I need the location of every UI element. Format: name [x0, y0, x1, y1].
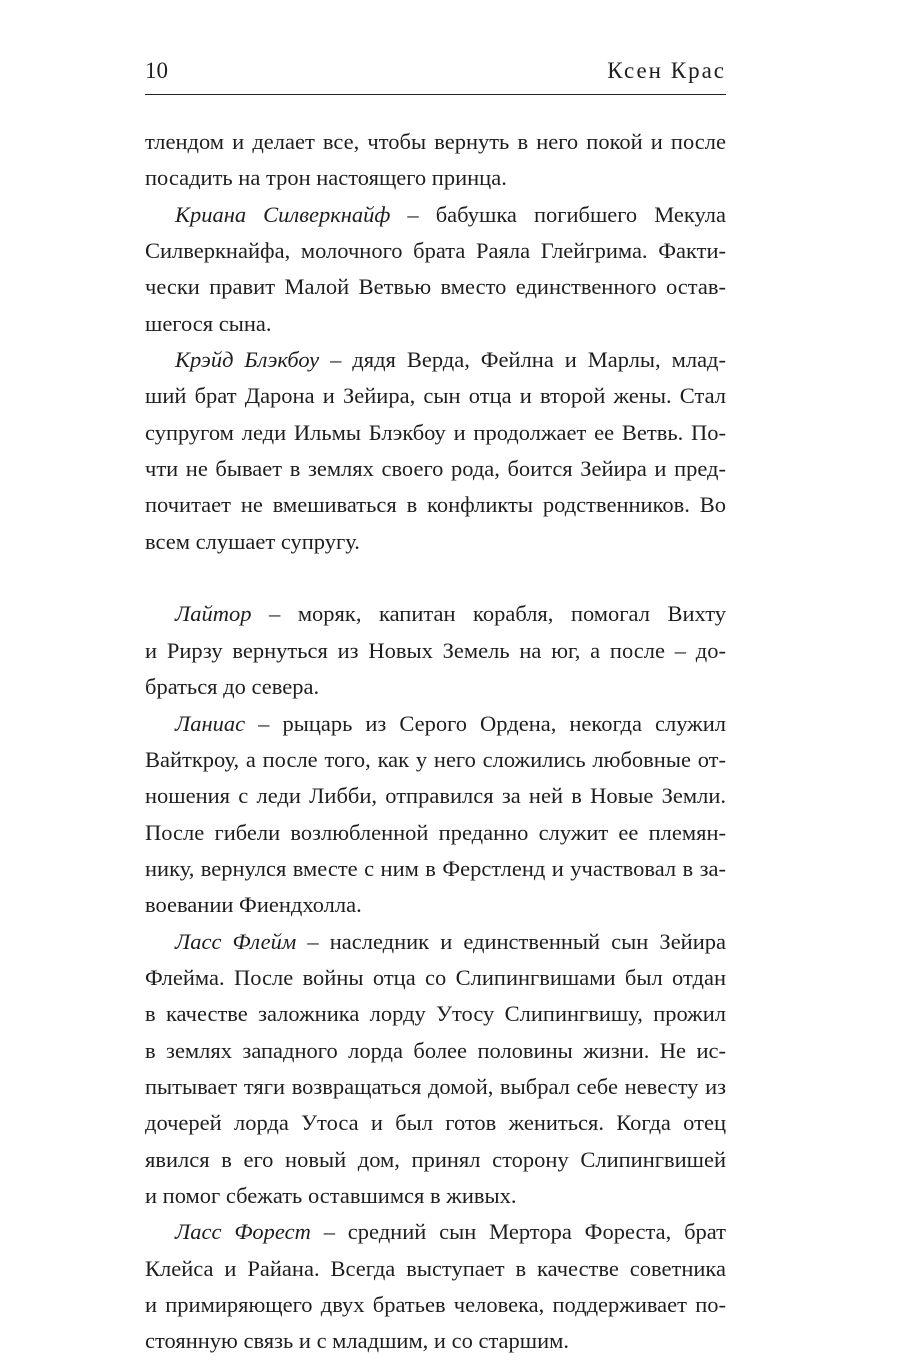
entry-text: – рыцарь из Серого Ордена, некогда служил [245, 710, 726, 736]
glossary-entry [145, 1214, 726, 1359]
text-line: ношения с леди Либби, отправился за ней в Новые Земли. [145, 783, 726, 809]
text-line [145, 124, 726, 160]
text-line [145, 924, 726, 960]
text-line: Силверкнайфа, молочного брата Раяла Глейгрима. Факти- [145, 238, 726, 264]
text-line: и помог сбежать оставшимся в живых. [145, 1182, 517, 1208]
text-line: ший брат Дарона и Зейира, сын отца и второй жены. Стал [145, 383, 726, 409]
text-line [145, 342, 726, 378]
text-line: чти не бывает в землях своего рода, боится Зейира и пред- [145, 456, 726, 482]
entry-term: Лайтор [175, 601, 252, 627]
text-line: стоянную связь и с младшим, и со старшим. [145, 1328, 570, 1354]
text-line: шегося сына. [145, 310, 272, 336]
text-line [145, 197, 726, 233]
text-line: Флейма. После войны отца со Слипингвишами был отдан [145, 964, 726, 990]
text-line: Клейса и Райана. Всегда выступает в качестве советника [145, 1255, 726, 1281]
entry-text: тлендом и делает все, чтобы вернуть в него покой и после [145, 129, 726, 154]
text-line: пытывает тяги возвращаться домой, выбрал себе невесту из [145, 1073, 726, 1099]
text-line: чески правит Малой Ветвью вместо единственного остав- [145, 274, 726, 300]
entry-term: Ласс Форест [175, 1219, 311, 1245]
entry-text: – бабушка погибшего Мекула [390, 201, 727, 227]
entry-text: – средний сын Мертора Фореста, брат [310, 1219, 727, 1245]
glossary-entry [145, 197, 726, 342]
entry-term: Крэйд Блэкбоу [175, 347, 320, 373]
text-line: супругом леди Ильмы Блэкбоу и продолжает ее Ветвь. По- [145, 419, 726, 445]
text-line: в качестве заложника лорду Утосу Слипингвишу, прожил [145, 1001, 726, 1027]
entry-term: Криана Силверкнайф [175, 201, 391, 227]
page-body [145, 124, 726, 1360]
text-line [145, 596, 726, 632]
text-line: дочерей лорда Утоса и был готов жениться. Когда отец [145, 1110, 726, 1136]
glossary-entry [145, 342, 726, 560]
text-line: и примиряющего двух братьев человека, поддерживает по- [145, 1292, 726, 1317]
glossary-entry [145, 924, 726, 1215]
text-line [145, 706, 726, 742]
header-rule [145, 94, 726, 95]
text-line: посадить на трон настоящего принца. [145, 165, 507, 191]
text-line: браться до севера. [145, 674, 320, 700]
entry-term: Ланиас [175, 710, 246, 736]
page-number: 10 [145, 58, 168, 83]
entry-term: Ласс Флейм [175, 928, 297, 954]
running-header [145, 52, 726, 92]
text-line: в землях западного лорда более половины жизни. Не ис- [145, 1037, 726, 1063]
text-line: и Рирзу вернуться из Новых Земель на юг, а после – до- [145, 637, 726, 663]
glossary-entry [145, 124, 726, 197]
text-line: всем слушает супругу. [145, 528, 360, 554]
text-line: почитает не вмешиваться в конфликты родственников. Во [145, 492, 726, 518]
text-line: После гибели возлюбленной преданно служит ее племян- [145, 819, 726, 845]
text-line: Вайткроу, а после того, как у него сложились любовные от- [145, 746, 726, 772]
running-head-author: Ксен Крас [607, 58, 726, 83]
text-line: нику, вернулся вместе с ним в Ферстленд и участвовал в за- [145, 855, 726, 881]
entry-text: – моряк, капитан корабля, помогал Вихту [251, 601, 726, 627]
text-line: явился в его новый дом, принял сторону Слипингвишей [145, 1146, 726, 1172]
text-line [145, 1214, 726, 1250]
entry-text: – дядя Верда, Фейлна и Марлы, млад- [319, 347, 726, 373]
entry-text: – наследник и единственный сын Зейира [296, 928, 726, 954]
glossary-entry [145, 596, 726, 705]
paragraph-gap [145, 560, 726, 596]
text-line: воевании Фиендхолла. [145, 892, 362, 918]
glossary-entry [145, 706, 726, 924]
